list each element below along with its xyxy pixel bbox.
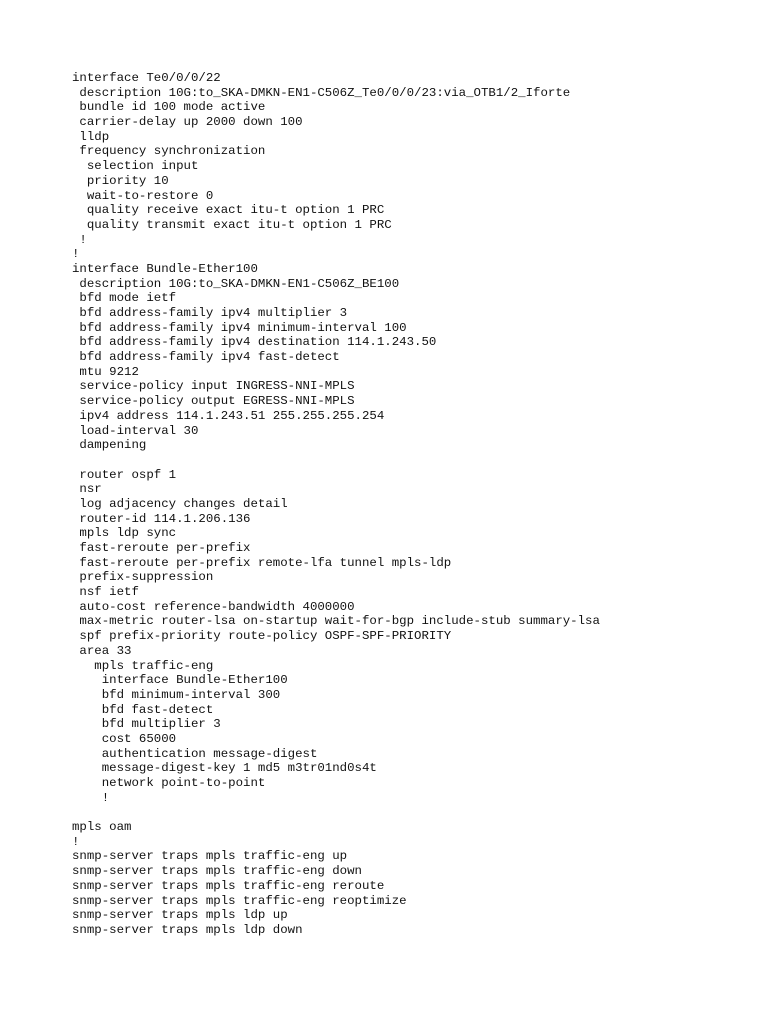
- config-line: nsr: [72, 482, 102, 497]
- config-line: frequency synchronization: [72, 144, 266, 159]
- config-line: snmp-server traps mpls ldp down: [72, 922, 303, 937]
- config-line: auto-cost reference-bandwidth 4000000: [72, 599, 355, 614]
- config-line: network point-to-point: [72, 776, 266, 790]
- config-line: lldp: [72, 129, 110, 144]
- config-line: !: [72, 232, 87, 247]
- config-line: mpls oam: [72, 820, 132, 835]
- config-line: snmp-server traps mpls traffic-eng down: [72, 864, 362, 879]
- config-line: snmp-server traps mpls traffic-eng reroute: [72, 878, 385, 893]
- config-line: router ospf 1: [72, 467, 177, 482]
- config-line: interface Bundle-Ether100: [72, 673, 288, 688]
- config-line: !: [72, 247, 80, 262]
- config-line: carrier-delay up 2000 down 100: [72, 115, 303, 130]
- config-line: bfd mode ietf: [72, 291, 177, 306]
- config-line: description 10G:to_SKA-DMKN-EN1-C506Z_Te0/0/0/23:via_OTB1/2_Iforte: [72, 85, 571, 100]
- config-line: !: [72, 834, 80, 849]
- config-line: !: [72, 790, 110, 805]
- config-line: prefix-suppression: [72, 570, 214, 585]
- config-line: snmp-server traps mpls traffic-eng reoptimize: [72, 893, 407, 908]
- config-line: quality receive exact itu-t option 1 PRC: [72, 203, 385, 218]
- blank-line: [72, 453, 752, 468]
- config-line: quality transmit exact itu-t option 1 PRC: [72, 217, 392, 232]
- config-line: bundle id 100 mode active: [72, 100, 266, 115]
- config-line: bfd address-family ipv4 fast-detect: [72, 350, 340, 365]
- config-line: nsf ietf: [72, 585, 139, 600]
- config-line: message-digest-key 1 md5 m3tr01nd0s4t: [72, 761, 377, 776]
- config-line: area 33: [72, 643, 132, 658]
- config-line: service-policy output EGRESS-NNI-MPLS: [72, 394, 355, 409]
- config-line: mtu 9212: [72, 364, 139, 379]
- config-line: log adjacency changes detail: [72, 496, 288, 511]
- config-line: authentication message-digest: [72, 746, 318, 761]
- config-line: spf prefix-priority route-policy OSPF-SPF-PRIORITY: [72, 629, 452, 644]
- config-line: bfd multiplier 3: [72, 717, 221, 732]
- config-line: interface Te0/0/0/22: [72, 71, 221, 85]
- config-line: max-metric router-lsa on-startup wait-for-bgp include-stub summary-lsa: [72, 614, 600, 629]
- config-line: ipv4 address 114.1.243.51 255.255.255.254: [72, 408, 385, 423]
- config-line: load-interval 30: [72, 423, 199, 438]
- config-line: bfd address-family ipv4 minimum-interval 100: [72, 320, 407, 335]
- config-line: interface Bundle-Ether100: [72, 261, 258, 276]
- config-line: snmp-server traps mpls ldp up: [72, 908, 288, 923]
- config-line: description 10G:to_SKA-DMKN-EN1-C506Z_BE100: [72, 276, 400, 291]
- config-line: bfd minimum-interval 300: [72, 687, 281, 702]
- blank-line: [72, 805, 752, 820]
- config-line: bfd address-family ipv4 destination 114.1.243.50: [72, 335, 437, 350]
- config-line: bfd fast-detect: [72, 702, 214, 717]
- config-line: mpls traffic-eng: [72, 658, 214, 673]
- config-line: fast-reroute per-prefix: [72, 541, 251, 555]
- config-line: mpls ldp sync: [72, 526, 177, 541]
- config-line: dampening: [72, 438, 147, 453]
- config-line: selection input: [72, 159, 199, 174]
- config-line: fast-reroute per-prefix remote-lfa tunnel mpls-ldp: [72, 555, 452, 570]
- config-line: priority 10: [72, 173, 169, 188]
- config-line: snmp-server traps mpls traffic-eng up: [72, 849, 348, 864]
- config-document: [72, 71, 752, 938]
- config-line: service-policy input INGRESS-NNI-MPLS: [72, 379, 355, 394]
- config-line: wait-to-restore 0: [72, 188, 214, 203]
- config-line: router-id 114.1.206.136: [72, 511, 251, 526]
- config-line: bfd address-family ipv4 multiplier 3: [72, 306, 348, 320]
- config-line: cost 65000: [72, 731, 177, 746]
